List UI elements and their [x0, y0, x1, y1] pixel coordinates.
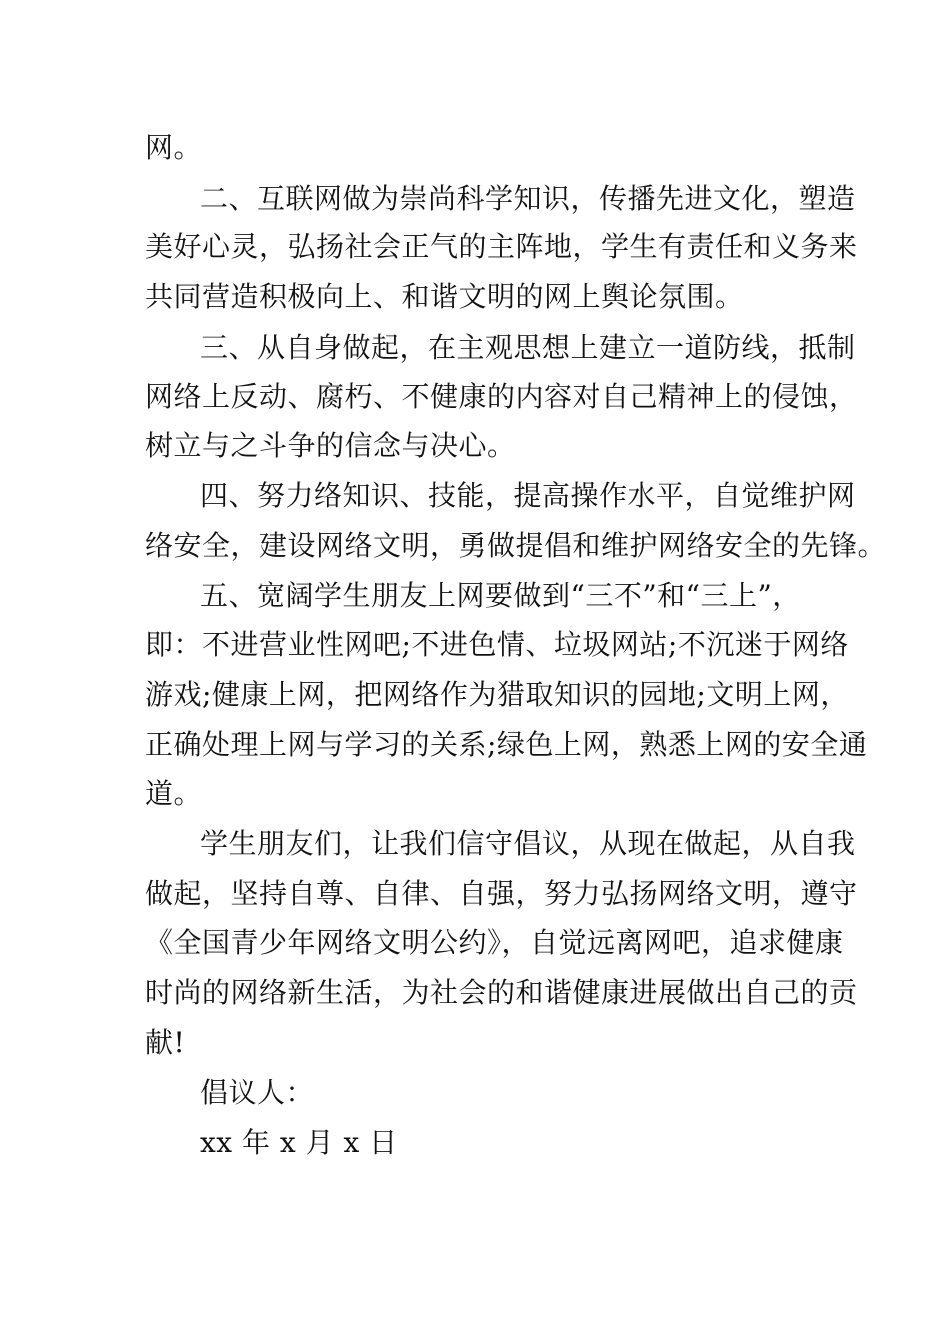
text-line: 网。 [145, 131, 203, 164]
text-line: 美好心灵，弘扬社会正气的主阵地，学生有责任和义务来 [145, 230, 858, 263]
text-line: 做起，坚持自尊、自律、自强，努力弘扬网络文明，遵守 [145, 877, 858, 910]
text-line: 树立与之斗争的信念与决心。 [145, 429, 516, 462]
text-line: 即：不进营业性网吧;不进色情、垃圾网站;不沉迷于网络 [145, 628, 849, 661]
paragraph-5-line: 五、宽阔学生朋友上网要做到“三不”和“三上”， [200, 579, 801, 612]
paragraph-3-line: 三、从自身做起，在主观思想上建立一道防线，抵制 [200, 331, 856, 364]
date-line: xx 年 x 月 x 日 [200, 1126, 398, 1159]
paragraph-4-line: 四、努力络知识、技能，提高操作水平，自觉维护网 [200, 479, 856, 512]
signature-label: 倡议人： [200, 1076, 315, 1109]
text-line: 正确处理上网与学习的关系;绿色上网，熟悉上网的安全通 [145, 728, 868, 761]
text-line: 络安全，建设网络文明，勇做提倡和维护网络安全的先锋。 [145, 529, 887, 562]
text-line: 游戏;健康上网，把网络作为猎取知识的园地;文明上网， [145, 678, 849, 711]
text-line: 时尚的网络新生活，为社会的和谐健康进展做出自己的贡 [145, 976, 858, 1009]
text-line: 《全国青少年网络文明公约》，自觉远离网吧，追求健康 [145, 926, 844, 959]
text-line: 献! [145, 1026, 186, 1059]
text-line: 道。 [145, 777, 203, 810]
paragraph-6-line: 学生朋友们，让我们信守倡议，从现在做起，从自我 [200, 827, 856, 860]
text-line: 网络上反动、腐朽、不健康的内容对自己精神上的侵蚀， [145, 380, 858, 413]
paragraph-2-line: 二、互联网做为崇尚科学知识，传播先进文化，塑造 [200, 182, 856, 215]
text-line: 共同营造积极向上、和谐文明的网上舆论氛围。 [145, 280, 744, 313]
